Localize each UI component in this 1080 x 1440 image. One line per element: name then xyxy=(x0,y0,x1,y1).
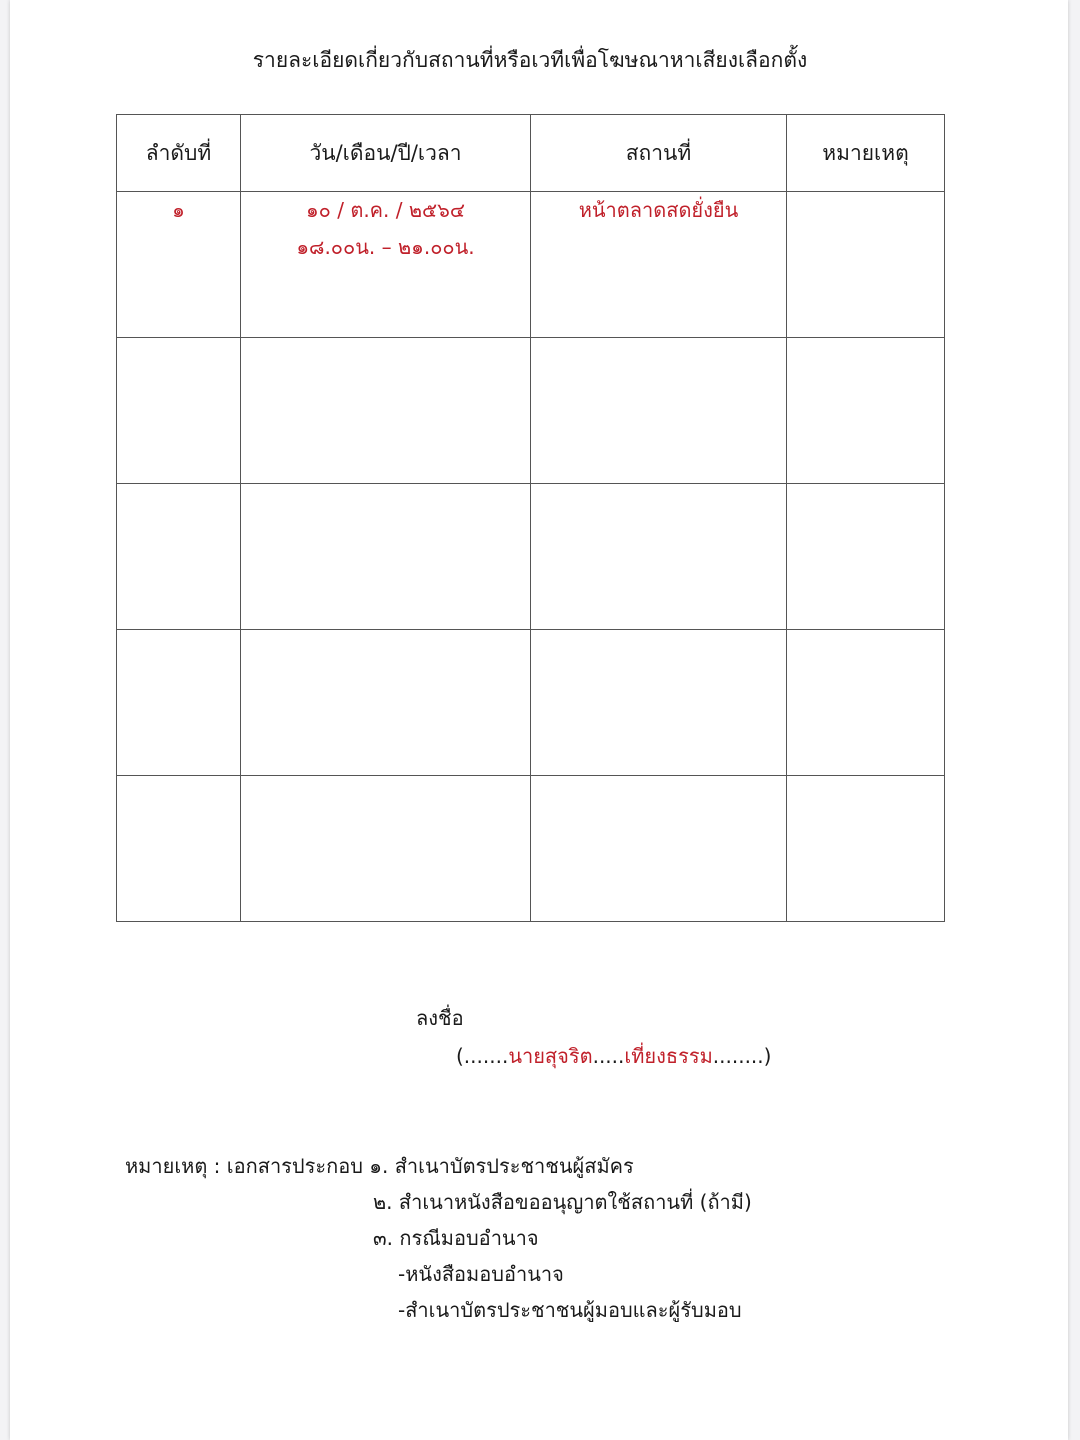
notes-sub-item: -สำเนาบัตรประชาชนผู้มอบและผู้รับมอบ xyxy=(398,1298,742,1322)
row-date-time xyxy=(241,484,531,630)
row-date-time xyxy=(241,192,531,338)
signature-first-name: นายสุจริต xyxy=(508,1044,593,1068)
header-date-time: วัน/เดือน/ปี/เวลา xyxy=(241,115,531,192)
row-order xyxy=(117,338,241,484)
row-note xyxy=(787,192,945,338)
row-order xyxy=(117,630,241,776)
table-row xyxy=(117,192,945,338)
row-order xyxy=(117,484,241,630)
document-title: รายละเอียดเกี่ยวกับสถานที่หรือเวทีเพื่อโฆษณาหาเสียงเลือกตั้ง xyxy=(252,48,808,72)
table-row xyxy=(117,630,945,776)
campaign-venue-table xyxy=(116,114,945,922)
signature-last-name: เที่ยงธรรม xyxy=(624,1044,713,1068)
row-order xyxy=(117,776,241,922)
row-place xyxy=(531,338,787,484)
row-note xyxy=(787,630,945,776)
row-place xyxy=(531,776,787,922)
header-note: หมายเหตุ xyxy=(787,115,945,192)
notes-item: ๑. สำเนาบัตรประชาชนผู้สมัคร xyxy=(369,1154,634,1178)
row-date-time xyxy=(241,630,531,776)
signature-close: ........) xyxy=(712,1044,772,1068)
row-place xyxy=(531,484,787,630)
signature-name-line xyxy=(456,1040,771,1072)
notes-item: ๓. กรณีมอบอำนาจ xyxy=(373,1226,539,1250)
table-row xyxy=(117,484,945,630)
table-row xyxy=(117,338,945,484)
table-header-row xyxy=(117,115,945,192)
row-note xyxy=(787,338,945,484)
row-date-time xyxy=(241,338,531,484)
signature-open: (....... xyxy=(456,1044,509,1068)
row-place xyxy=(531,630,787,776)
notes-section xyxy=(125,1148,752,1328)
header-place: สถานที่ xyxy=(531,115,787,192)
row-date-time xyxy=(241,776,531,922)
row-time: ๑๘.๐๐น. – ๒๑.๐๐น. xyxy=(296,235,475,259)
signature-dots: ..... xyxy=(592,1044,625,1068)
notes-prefix: หมายเหตุ : เอกสารประกอบ xyxy=(125,1154,363,1178)
row-note xyxy=(787,776,945,922)
row-date: ๑๐ / ต.ค. / ๒๕๖๔ xyxy=(305,198,466,222)
notes-first-row xyxy=(125,1148,752,1184)
row-note xyxy=(787,484,945,630)
signature-label: ลงชื่อ xyxy=(416,1006,464,1030)
table-row xyxy=(117,776,945,922)
notes-item: ๒. สำเนาหนังสือขออนุญาตใช้สถานที่ (ถ้ามี) xyxy=(373,1190,752,1214)
notes-sub-item: -หนังสือมอบอำนาจ xyxy=(398,1262,564,1286)
row-order: ๑ xyxy=(117,192,241,338)
header-order: ลำดับที่ xyxy=(117,115,241,192)
row-place: หน้าตลาดสดยั่งยืน xyxy=(531,192,787,338)
